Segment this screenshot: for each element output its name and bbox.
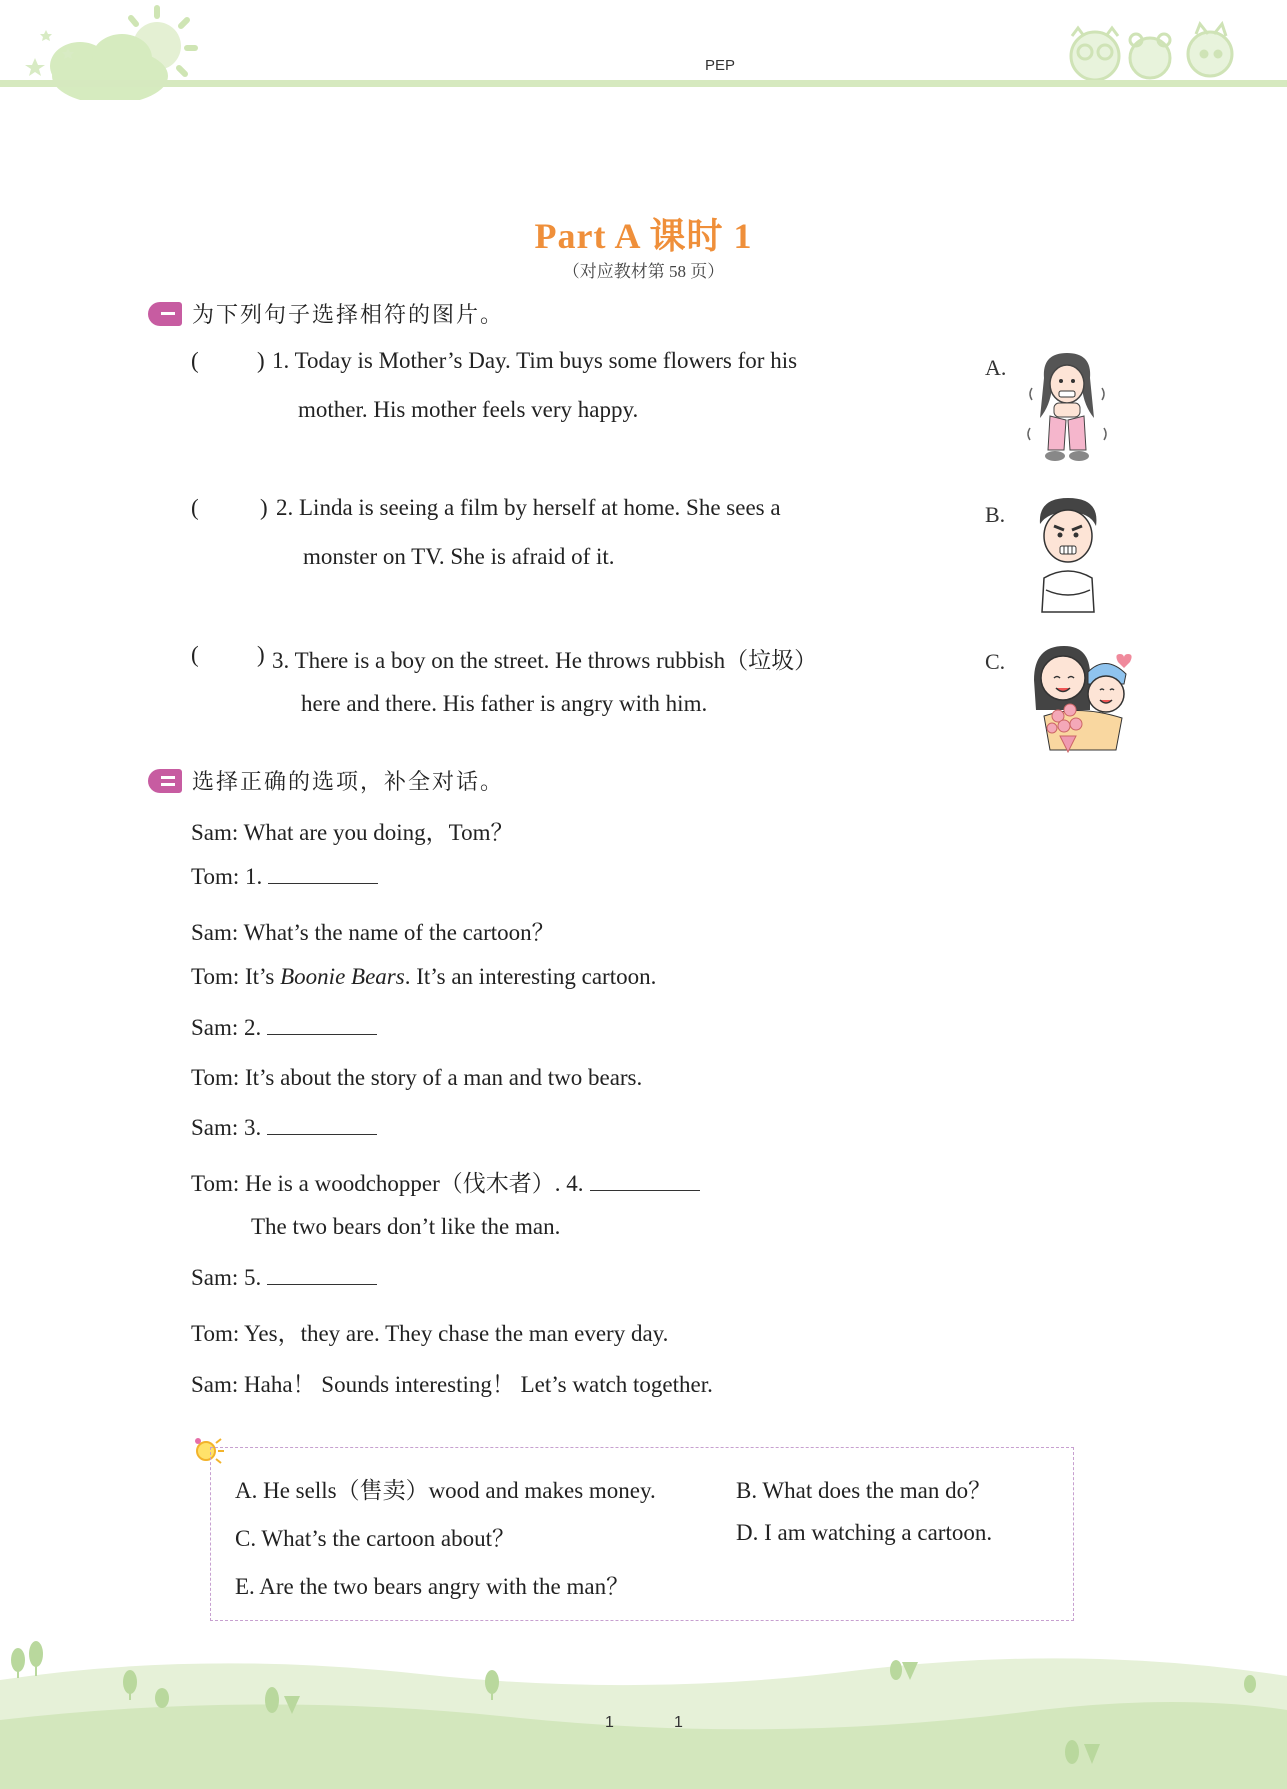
dialogue-line: Tom: It’s about the story of a man and two bears.	[191, 1065, 643, 1090]
answer-paren-close: )	[260, 495, 268, 520]
choice-d: D. I am watching a cartoon.	[736, 1520, 993, 1545]
dialogue-line: Sam: What are you doing，Tom？	[191, 820, 514, 845]
section-1-heading	[148, 298, 504, 329]
question-1-line2: mother. His mother feels very happy.	[298, 397, 639, 422]
question-3-line2: here and there. His father is angry with him.	[301, 691, 708, 716]
brand-label: PEP	[704, 57, 735, 74]
answer-paren-open: (	[191, 642, 199, 667]
cartoon-title: Boonie Bears	[280, 964, 405, 989]
dialogue-line: Tom: He is a woodchopper（伐木者）. 4.	[191, 1165, 700, 1198]
dialogue-line: Sam: 5.	[191, 1265, 377, 1291]
question-2-line2: monster on TV. She is afraid of it.	[303, 544, 615, 569]
dialogue-line: Tom: 1.	[191, 864, 378, 890]
animal-faces-icon	[1071, 24, 1232, 80]
choice-b: B. What does the man do？	[736, 1478, 992, 1503]
page-number-left: 1	[605, 1714, 614, 1731]
section-number-one-badge	[148, 302, 182, 326]
dialogue-line: The two bears don’t like the man.	[251, 1214, 561, 1239]
question-2-line1: 2. Linda is seeing a film by herself at home. She sees a	[276, 495, 781, 520]
question-1-line1: 1. Today is Mother’s Day. Tim buys some flowers for his	[272, 348, 798, 373]
dialogue-line: Sam: What’s the name of the cartoon？	[191, 920, 555, 945]
page-subtitle: （对应教材第 58 页）	[562, 262, 725, 281]
dialogue-line: Tom: It’s Boonie Bears. It’s an interesting cartoon.	[191, 964, 657, 989]
answer-blank-5[interactable]	[267, 1266, 377, 1285]
choice-e: E. Are the two bears angry with the man？	[235, 1574, 630, 1599]
choice-c: C. What’s the cartoon about？	[235, 1526, 515, 1551]
choices-box	[210, 1447, 1074, 1621]
section-2-title: 选择正确的选项，补全对话。	[192, 770, 505, 795]
answer-blank-1[interactable]	[268, 865, 378, 884]
section-1-title: 为下列句子选择相符的图片。	[192, 303, 505, 328]
section-2-heading	[148, 765, 504, 796]
answer-blank-4[interactable]	[590, 1172, 700, 1191]
choice-a: A. He sells（售卖）wood and makes money.	[235, 1478, 656, 1503]
option-c-label: C.	[985, 649, 1006, 674]
answer-paren-close: )	[257, 348, 265, 373]
question-3-line1: 3. There is a boy on the street. He throws rubbish（垃圾）	[272, 648, 818, 673]
section-number-two-badge	[148, 769, 182, 793]
dialogue-line: Sam: Haha！ Sounds interesting！ Let’s watch together.	[191, 1372, 713, 1397]
dialogue-line: Sam: 3.	[191, 1115, 377, 1141]
answer-paren-open: (	[191, 348, 199, 373]
answer-blank-3[interactable]	[267, 1116, 377, 1135]
option-a-label: A.	[985, 355, 1007, 380]
page-number-right: 1	[674, 1714, 683, 1731]
answer-blank-2[interactable]	[267, 1016, 377, 1035]
option-b-label: B.	[985, 502, 1006, 527]
answer-paren-open: (	[191, 495, 199, 520]
header-rule	[0, 80, 1287, 87]
footer-landscape	[0, 1640, 1287, 1789]
dialogue-line: Sam: 2.	[191, 1015, 377, 1041]
answer-paren-close: )	[257, 642, 265, 667]
angry-man-illustration	[1030, 494, 1106, 616]
mother-and-son-flowers-illustration	[1030, 640, 1140, 755]
dialogue-line: Tom: Yes，they are. They chase the man every day.	[191, 1321, 669, 1346]
page-title: Part A 课时 1	[534, 216, 753, 256]
scared-girl-illustration	[1024, 348, 1110, 468]
